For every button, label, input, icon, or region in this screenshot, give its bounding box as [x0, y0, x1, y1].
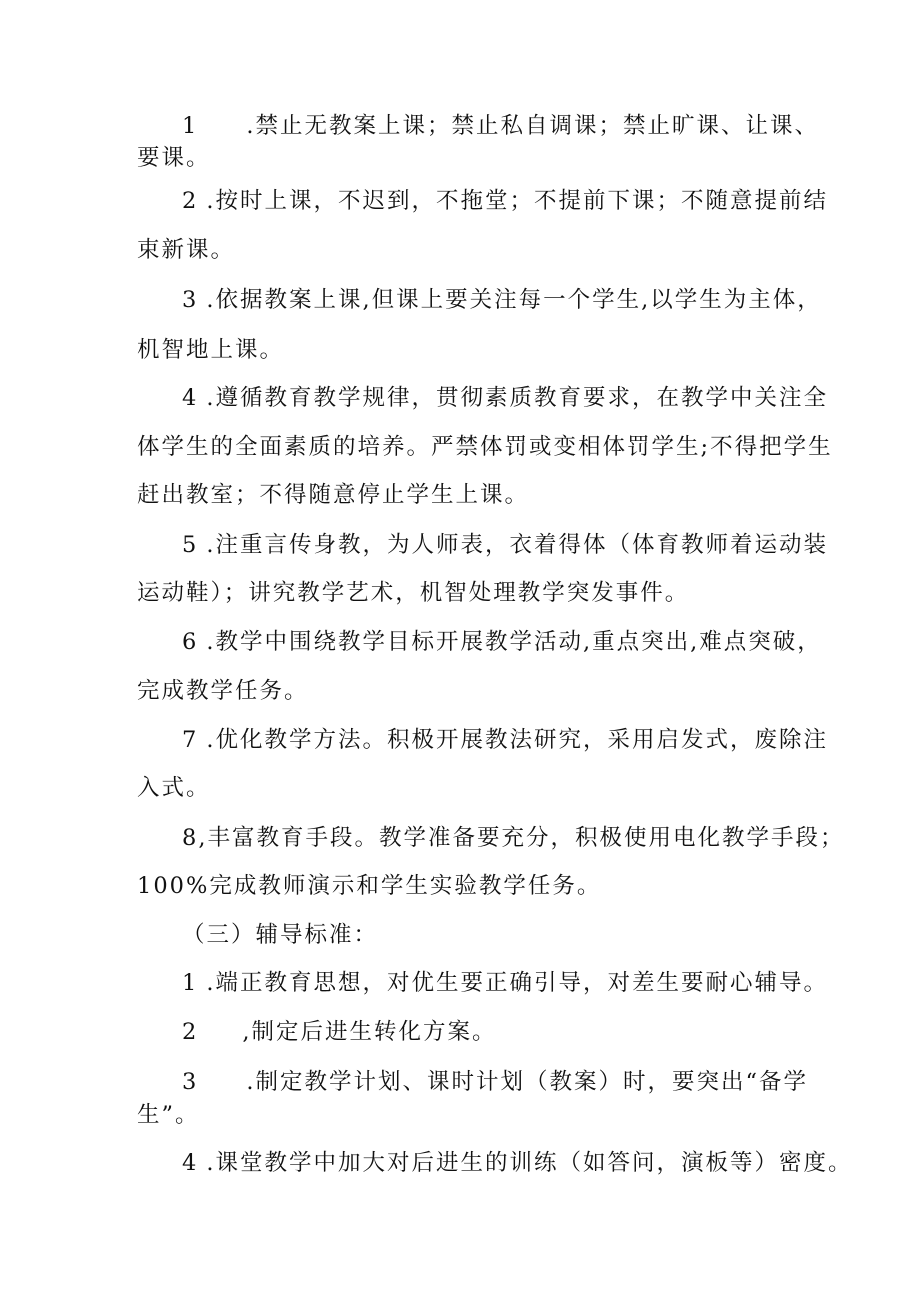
item-text: .优化教学方法。积极开展教法研究，采用启发式，废除注 [206, 727, 828, 753]
item-number: 2 [182, 188, 199, 214]
item-number: 4 [182, 385, 199, 411]
item-number: 1 [182, 970, 199, 996]
item-continuation: 完成教学任务。 [137, 678, 309, 704]
paragraph-line [137, 578, 689, 608]
item-text: .遵循教育教学规律，贯彻素质教育要求，在教学中关注全 [206, 385, 828, 411]
item-text: .注重言传身教，为人师表，衣着得体（体育教师着运动装 [206, 532, 828, 558]
item-continuation: 体学生的全面素质的培养。严禁体罚或变相体罚学生;不得把学生 [137, 434, 833, 460]
paragraph-line [182, 968, 828, 998]
item-continuation: 赶出教室；不得随意停止学生上课。 [137, 482, 530, 508]
paragraph-line [137, 432, 833, 462]
paragraph-line [182, 1017, 496, 1047]
item-continuation: 机智地上课。 [137, 337, 285, 363]
item-continuation: 要课。 [137, 145, 211, 171]
item-number: 3 [182, 287, 199, 313]
paragraph-line [182, 383, 828, 413]
paragraph-line [137, 676, 309, 706]
item-number: 5 [182, 532, 199, 558]
item-text: .教学中围绕教学目标开展教学活动,重点突出,难点突破， [206, 629, 822, 655]
section-heading [182, 920, 378, 950]
paragraph-line [137, 143, 211, 173]
paragraph-line [137, 773, 211, 803]
item-text: .依据教案上课,但课上要关注每一个学生,以学生为主体， [206, 287, 822, 313]
item-number: 7 [182, 727, 199, 753]
paragraph-line [182, 823, 844, 853]
paragraph-line [182, 725, 828, 755]
item-continuation: 生”。 [137, 1102, 200, 1128]
section-heading-text: （三）辅导标准： [182, 922, 379, 948]
item-text: .课堂教学中加大对后进生的训练（如答问，演板等）密度。 [206, 1150, 853, 1176]
item-text: .按时上课，不迟到，不拖堂；不提前下课；不随意提前结 [206, 188, 828, 214]
item-number: 6 [182, 629, 199, 655]
item-number: 4 [182, 1150, 199, 1176]
item-text: .禁止无教案上课；禁止私自调课；禁止旷课、让课、 [246, 113, 819, 139]
paragraph-line [137, 871, 601, 901]
item-continuation: 束新课。 [137, 237, 236, 263]
paragraph-line [182, 186, 828, 216]
paragraph-line [137, 335, 284, 365]
item-continuation: 100%完成教师演示和学生实验教学任务。 [137, 873, 602, 899]
paragraph-line [182, 285, 822, 315]
item-text: 8,丰富教育手段。教学准备要充分，积极使用电化教学手段； [182, 825, 845, 851]
paragraph-line [182, 111, 819, 141]
paragraph-line [182, 530, 828, 560]
item-continuation: 运动鞋）；讲究教学艺术，机智处理教学突发事件。 [137, 580, 690, 606]
item-text: .端正教育思想，对优生要正确引导，对差生要耐心辅导。 [206, 970, 828, 996]
item-text: .制定教学计划、课时计划（教案）时，要突出“备学 [246, 1069, 808, 1095]
paragraph-line [137, 1100, 200, 1130]
paragraph-line [137, 235, 235, 265]
paragraph-line [182, 627, 822, 657]
item-continuation: 入式。 [137, 775, 211, 801]
item-number: 2 [182, 1019, 199, 1045]
paragraph-line [182, 1067, 808, 1097]
paragraph-line [182, 1148, 852, 1178]
item-text: ,制定后进生转化方案。 [242, 1019, 497, 1045]
item-number: 1 [182, 113, 199, 139]
paragraph-line [137, 480, 529, 510]
item-number: 3 [182, 1069, 199, 1095]
